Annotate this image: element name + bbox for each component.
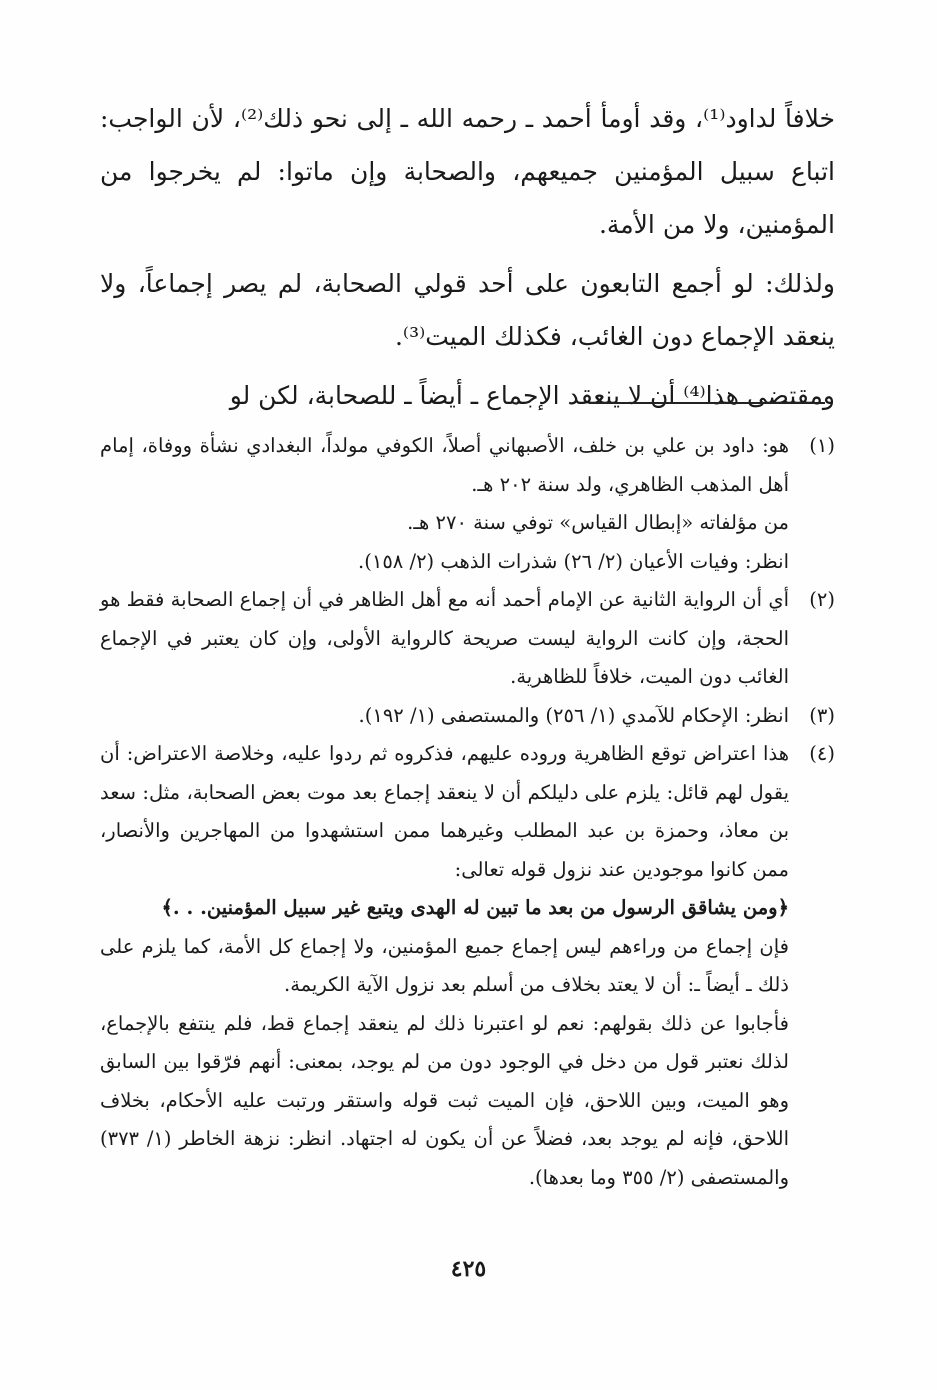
main-paragraph-3: ومقتضى هذا⁽⁴⁾ أن لا ينعقد الإجماع ـ أيضاً ـ للصحابة، لكن لو — [229, 381, 835, 410]
main-paragraph-1: خلافاً لداود⁽¹⁾، وقد أومأ أحمد ـ رحمه الله ـ إلى نحو ذلك⁽²⁾، لأن الواجب: اتباع سبيل المؤمنين جميعهم، والصحابة وإن ماتوا: لم يخرجوا من المؤمنين، ولا من الأمة. — [100, 104, 835, 239]
footnote-text: فإن إجماع من وراءهم ليس إجماع جميع المؤمنين، ولا إجماع كل الأمة، كما يلزم على ذلك ـ أيضاً ـ: أن لا يعتد بخلاف من أسلم بعد نزول الآية الكريمة. — [100, 934, 789, 996]
main-paragraph-2: ولذلك: لو أجمع التابعون على أحد قولي الصحابة، لم يصر إجماعاً، ولا ينعقد الإجماع دون الغائب، فكذلك الميت⁽³⁾. — [100, 269, 835, 351]
footnote-text: هو: داود بن علي بن خلف، الأصبهاني أصلاً، الكوفي مولداً، البغدادي نشأة ووفاة، إمام أهل المذهب الظاهري، ولد سنة ٢٠٢ هـ. — [100, 434, 789, 496]
footnote-text: هذا اعتراض توقع الظاهرية وروده عليهم، فذكروه ثم ردوا عليه، وخلاصة الاعتراض: أن يقول لهم قائل: يلزم على دليلكم أن لا ينعقد إجماع بعد موت بعض الصحابة، مثل: سعد بن معاذ، وحمزة بن عبد المطلب وغيرهما ممن استشهدوا من المهاجرين والأنصار، ممن كانوا موجودين عند نزول قوله تعالى: — [100, 742, 789, 881]
main-text — [100, 92, 835, 422]
footnote-1 — [100, 427, 835, 581]
footnote-text: انظر: الإحكام للآمدي (١/ ٢٥٦) والمستصفى (١/ ١٩٢). — [358, 703, 789, 727]
footnote-text: فأجابوا عن ذلك بقولهم: نعم لو اعتبرنا ذلك لم ينعقد إجماع قط، فلم ينتفع بالإجماع، لذلك نعتبر قول من دخل في الوجود دون من لم يوجد، بمعنى: أنهم فرّقوا بين السابق وهو الميت، وبين اللاحق، فإن الميت ثبت قوله واستقر ورتبت عليه الأحكام، بخلاف اللاحق، فإنه لم يوجد بعد، فضلاً عن أن يكون له اجتهاد. انظر: نزهة الخاطر (١/ ٣٧٣) والمستصفى (٢/ ٣٥٥ وما بعدها). — [100, 1011, 789, 1189]
footnotes — [100, 427, 835, 1197]
footnote-text: انظر: وفيات الأعيان (٢/ ٢٦) شذرات الذهب (٢/ ١٥٨). — [358, 549, 789, 573]
page-number: ٤٢٥ — [450, 1256, 487, 1282]
footnote-4 — [100, 735, 835, 1197]
footnote-separator — [589, 402, 825, 404]
footnote-text: أي أن الرواية الثانية عن الإمام أحمد أنه مع أهل الظاهر في أن إجماع الصحابة فقط هو الحجة، وإن كانت الرواية ليست صريحة كالرواية الأولى، وإن كان يعتبر في الإجماع الغائب دون الميت، خلافاً للظاهرية. — [100, 588, 789, 688]
footnote-number: (١) — [809, 434, 835, 457]
footnote-2 — [100, 581, 835, 697]
footnote-number: (٣) — [809, 703, 835, 727]
footnote-number: (٤) — [809, 742, 835, 765]
footnote-3 — [100, 697, 835, 736]
footnote-text: من مؤلفاته «إبطال القياس» توفي سنة ٢٧٠ هـ. — [407, 511, 789, 534]
footnote-number: (٢) — [809, 588, 835, 611]
quran-verse: ﴿ومن يشاقق الرسول من بعد ما تبين له الهدى ويتبع غير سبيل المؤمنين. . .﴾ — [161, 896, 789, 919]
